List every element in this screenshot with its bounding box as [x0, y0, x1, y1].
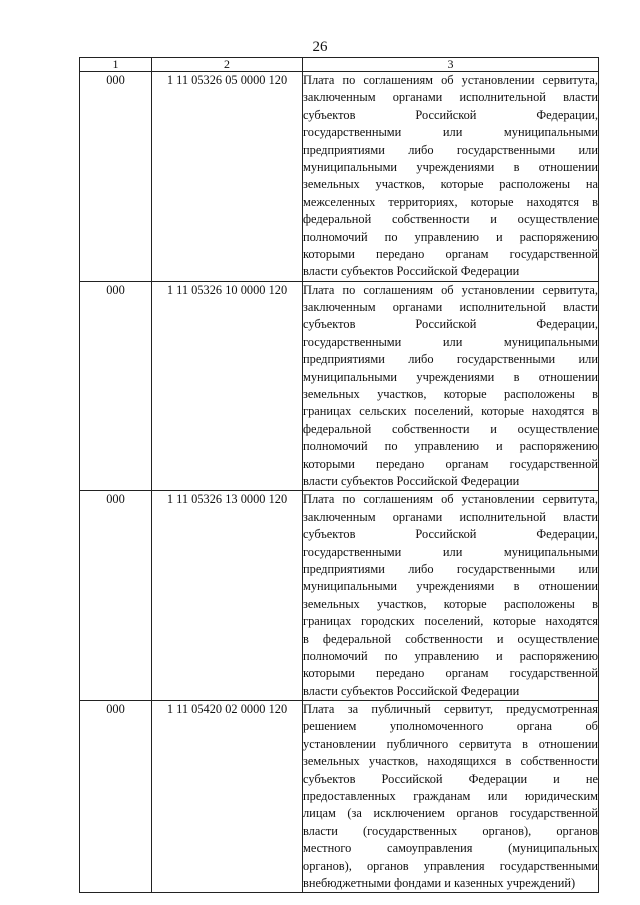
column-header-1: 1: [80, 58, 152, 72]
description-cell: [303, 72, 599, 282]
description-line: федеральной собственности и осуществление: [303, 421, 598, 436]
description-line: Плата по соглашениям об установлении сервитута,: [303, 282, 598, 297]
description-line: предприятиями либо государственными или: [303, 352, 598, 367]
description-line: которыми передано органам государственной: [303, 666, 598, 681]
description-line: местного самоуправления (муниципальных: [303, 841, 598, 856]
description-line: государственными или муниципальными: [303, 544, 598, 559]
description-line: органов), органов управления государственными: [303, 858, 598, 873]
description-line: предприятиями либо государственными или: [303, 561, 598, 576]
description-line: федеральной собственности и осуществление: [303, 212, 598, 227]
column-header-2: 2: [152, 58, 303, 72]
table-body: [80, 72, 599, 893]
table-row: [80, 72, 599, 282]
description-line: полномочий по управлению и распоряжению: [303, 648, 598, 663]
description-line: власти субъектов Российской Федерации: [303, 683, 520, 698]
description-line: предприятиями либо государственными или: [303, 142, 598, 157]
description-line: которыми передано органам государственной: [303, 246, 598, 261]
description-line: границах сельских поселений, которые находятся в: [303, 404, 598, 419]
revenue-codes-table: [79, 57, 599, 893]
description-line: государственными или муниципальными: [303, 334, 598, 349]
column-header-3: 3: [303, 58, 599, 72]
description-line: решением уполномоченного органа об: [303, 719, 598, 734]
description-line: лицам (за исключением органов государственной: [303, 806, 598, 821]
description-line: предоставленных гражданам или юридическим: [303, 789, 598, 804]
page-number: 26: [312, 39, 328, 55]
table-row: [80, 701, 599, 893]
description-line: Плата за публичный сервитут, предусмотренная: [303, 702, 598, 717]
description-line: Плата по соглашениям об установлении сервитута,: [303, 492, 598, 507]
description-line: власти (государственных органов), органов: [303, 823, 598, 838]
description-line: субъектов Российской Федерации,: [303, 107, 598, 122]
description-line: заключенным органами исполнительной власти: [303, 509, 598, 524]
description-line: полномочий по управлению и распоряжению: [303, 439, 598, 454]
description-line: в федеральной собственности и осуществление: [303, 631, 598, 646]
description-line: внебюджетными фондами и казенных учреждений): [303, 875, 576, 890]
kbk-code-cell: 1 11 05326 10 0000 120: [152, 281, 303, 491]
description-line: субъектов Российской Федерации,: [303, 527, 598, 542]
description-line: государственными или муниципальными: [303, 125, 598, 140]
table-header-row: [80, 58, 599, 72]
kbk-code-cell: 1 11 05420 02 0000 120: [152, 701, 303, 893]
description-line: заключенным органами исполнительной власти: [303, 300, 598, 315]
description-cell: [303, 701, 599, 893]
admin-code-cell: 000: [80, 701, 152, 893]
description-line: земельных участков, которые расположены в: [303, 387, 598, 402]
description-line: муниципальными учреждениями в отношении: [303, 579, 598, 594]
description-line: полномочий по управлению и распоряжению: [303, 229, 598, 244]
kbk-code-cell: 1 11 05326 05 0000 120: [152, 72, 303, 282]
description-line: установлении публичного сервитута в отношении: [303, 736, 598, 751]
admin-code-cell: 000: [80, 491, 152, 701]
description-line: земельных участков, которые расположены на: [303, 177, 598, 192]
description-line: власти субъектов Российской Федерации: [303, 473, 520, 488]
admin-code-cell: 000: [80, 72, 152, 282]
description-line: земельных участков, которые расположены в: [303, 596, 598, 611]
kbk-code-cell: 1 11 05326 13 0000 120: [152, 491, 303, 701]
description-cell: [303, 281, 599, 491]
description-line: субъектов Российской Федерации и не: [303, 771, 598, 786]
description-line: муниципальными учреждениями в отношении: [303, 369, 598, 384]
admin-code-cell: 000: [80, 281, 152, 491]
description-line: Плата по соглашениям об установлении сервитута,: [303, 73, 598, 87]
description-line: межселенных территориях, которые находятся в: [303, 194, 598, 209]
description-line: субъектов Российской Федерации,: [303, 317, 598, 332]
table-row: [80, 491, 599, 701]
description-line: заключенным органами исполнительной власти: [303, 90, 598, 105]
description-line: границах городских поселений, которые находятся: [303, 614, 598, 629]
table-row: [80, 281, 599, 491]
description-line: муниципальными учреждениями в отношении: [303, 159, 598, 174]
description-line: земельных участков, находящихся в собственности: [303, 754, 598, 769]
description-cell: [303, 491, 599, 701]
description-line: которыми передано органам государственной: [303, 456, 598, 471]
description-line: власти субъектов Российской Федерации: [303, 264, 520, 279]
